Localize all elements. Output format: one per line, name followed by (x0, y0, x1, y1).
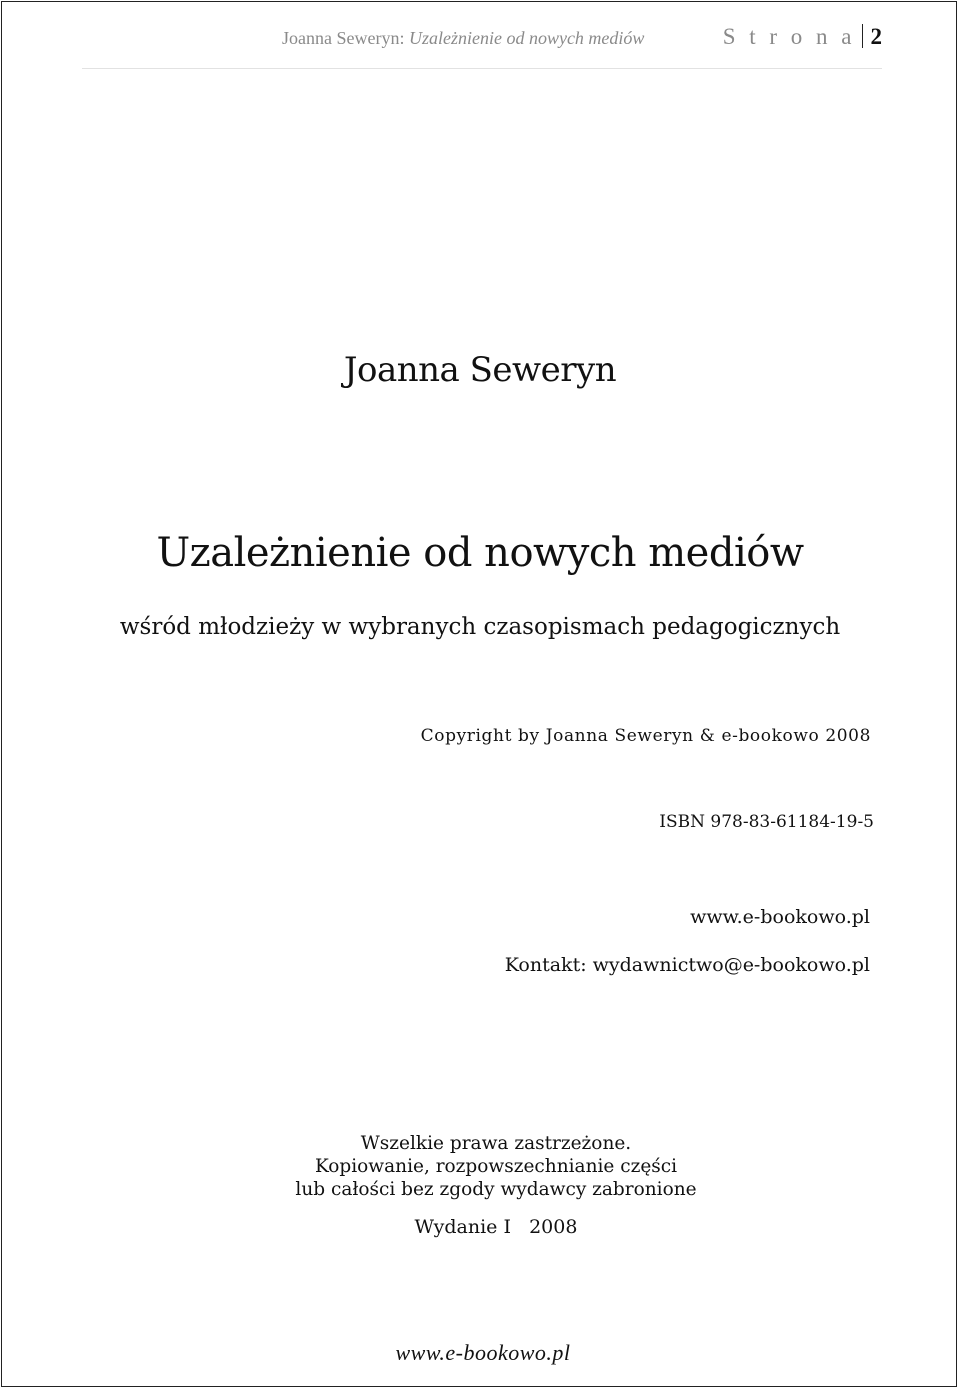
copyright-notice: Copyright by Joanna Seweryn & e-bookowo 2008 (420, 726, 871, 746)
page-label: S t r o n a (722, 24, 856, 49)
book-title: Uzależnienie od nowych mediów (156, 530, 804, 576)
rights-line: lub całości bez zgody wydawcy zabronione (295, 1179, 697, 1200)
book-subtitle: wśród młodzieży w wybranych czasopismach pedagogicznych (119, 614, 841, 640)
rights-line: Wszelkie prawa zastrzeżone. (360, 1133, 632, 1154)
page-header (82, 24, 882, 69)
page-number: 2 (870, 24, 882, 49)
publisher-contact: Kontakt: wydawnictwo@e-bookowo.pl (504, 954, 870, 976)
page-number-block (723, 24, 882, 50)
book-author: Joanna Seweryn (343, 350, 617, 390)
edition-info: Wydanie I 2008 (414, 1216, 578, 1238)
rights-line: Kopiowanie, rozpowszechnianie części (314, 1156, 678, 1177)
publisher-website: www.e-bookowo.pl (690, 906, 870, 928)
rights-notice (2, 1132, 960, 1201)
footer-url: www.e-bookowo.pl (395, 1340, 571, 1365)
header-book-title: Uzależnienie od nowych mediów (408, 28, 645, 48)
running-header-title (282, 28, 644, 49)
isbn-number: ISBN 978-83-61184-19-5 (659, 812, 874, 832)
document-page (1, 1, 957, 1387)
page-number-separator (862, 24, 863, 48)
header-author: Joanna Seweryn: (282, 28, 409, 48)
